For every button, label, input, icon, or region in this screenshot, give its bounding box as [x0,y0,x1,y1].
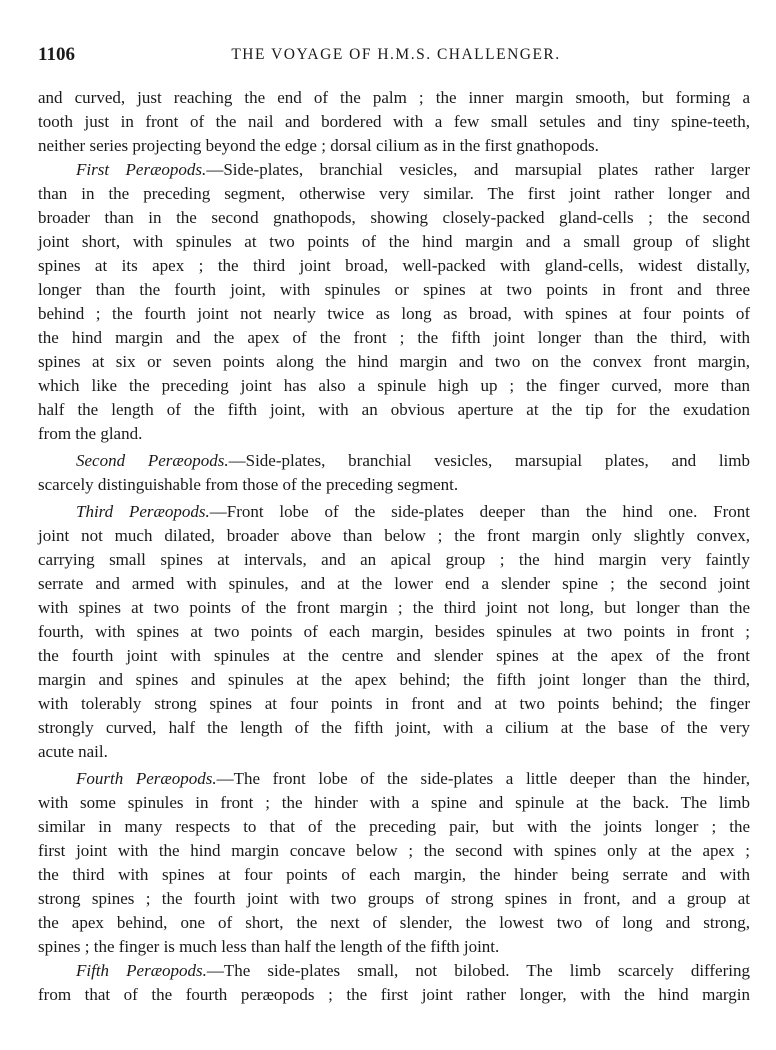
text-line: fourth, with spines at two points of each margin, besides spinules at two points in front ; [38,622,750,641]
paragraph-fifth-peraeopods [38,959,750,1007]
text-line: spines at six or seven points along the hind margin and two on the convex front margin, [38,352,750,371]
paragraph-continuation [38,86,750,158]
text-line: than in the preceding segment, otherwise very similar. The first joint rather longer and [38,184,750,203]
text-run: —Side-plates, branchial vesicles, and marsupial plates rather larger [206,160,751,179]
text-line: spines ; the finger is much less than half the length of the fifth joint. [38,937,500,956]
text-run: —Front lobe of the side-plates deeper than the hind one. Front [209,502,750,521]
text-line: and curved, just reaching the end of the palm ; the inner margin smooth, but forming a [38,88,750,107]
text-line: acute nail. [38,742,108,761]
text-line: which like the preceding joint has also a spinule high up ; the finger curved, more than [38,376,750,395]
paragraph-second-peraeopods [38,449,750,497]
text-line: with spines at two points of the front margin ; the third joint not long, but longer than the [38,598,750,617]
text-line: from the gland. [38,424,143,443]
text-line [38,959,750,983]
text-line: joint short, with spinules at two points of the hind margin and a small group of slight [38,232,750,251]
text-line: serrate and armed with spinules, and at the lower end a slender spine ; the second joint [38,574,750,593]
section-heading: Fifth Peræopods. [76,961,207,980]
text-line: the apex behind, one of short, the next of slender, the lowest two of long and strong, [38,913,750,932]
text-line: joint not much dilated, broader above than below ; the front margin only slightly convex, [38,526,750,545]
text-line: behind ; the fourth joint not nearly twice as long as broad, with spines at four points of [38,304,750,323]
text-line [38,500,750,524]
text-line: broader than in the second gnathopods, showing closely-packed gland-cells ; the second [38,208,750,227]
text-line: the hind margin and the apex of the front ; the fifth joint longer than the third, with [38,328,750,347]
text-line: the fourth joint with spinules at the centre and slender spines at the apex of the front [38,646,750,665]
text-line [38,767,750,791]
text-line: first joint with the hind margin concave below ; the second with spines only at the apex ; [38,841,750,860]
text-line: carrying small spines at intervals, and an apical group ; the hind margin very faintly [38,550,750,569]
page-header [38,44,754,68]
text-line [38,158,750,182]
body-text [38,86,750,1007]
text-line: spines at its apex ; the third joint broad, well-packed with gland-cells, widest distally, [38,256,750,275]
text-line: the third with spines at four points of each margin, the hinder being serrate and with [38,865,750,884]
text-line: longer than the fourth joint, with spinules or spines at two points in front and three [38,280,750,299]
text-line: similar in many respects to that of the preceding pair, but with the joints longer ; the [38,817,750,836]
text-line: half the length of the fifth joint, with an obvious aperture at the tip for the exudation [38,400,750,419]
paragraph-first-peraeopods [38,158,750,446]
text-line: from that of the fourth peræopods ; the first joint rather longer, with the hind margin [38,985,750,1004]
running-title: THE VOYAGE OF H.M.S. CHALLENGER. [231,46,561,63]
section-heading: First Peræopods. [76,160,207,179]
text-run: —Side-plates, branchial vesicles, marsupial plates, and limb [228,451,751,470]
section-heading: Second Peræopods. [76,451,229,470]
paragraph-fourth-peraeopods [38,767,750,959]
text-line: strongly curved, half the length of the fifth joint, with a cilium at the base of the very [38,718,750,737]
page-number: 1106 [38,44,75,65]
text-run: —The side-plates small, not bilobed. The limb scarcely differing [206,961,750,980]
text-line: strong spines ; the fourth joint with two groups of strong spines in front, and a group at [38,889,750,908]
text-line: neither series projecting beyond the edge ; dorsal cilium as in the first gnathopods. [38,136,599,155]
text-line: with tolerably strong spines at four points in front and at two points behind; the finger [38,694,750,713]
paragraph-third-peraeopods [38,500,750,764]
section-heading: Fourth Peræopods. [76,769,217,788]
section-heading: Third Peræopods. [76,502,210,521]
text-line [38,449,750,473]
text-line: with some spinules in front ; the hinder with a spine and spinule at the back. The limb [38,793,750,812]
text-line: scarcely distinguishable from those of the preceding segment. [38,475,459,494]
text-line: tooth just in front of the nail and bordered with a few small setules and tiny spine-teeth, [38,112,750,131]
text-run: —The front lobe of the side-plates a little deeper than the hinder, [216,769,750,788]
text-line: margin and spines and spinules at the apex behind; the fifth joint longer than the third, [38,670,750,689]
